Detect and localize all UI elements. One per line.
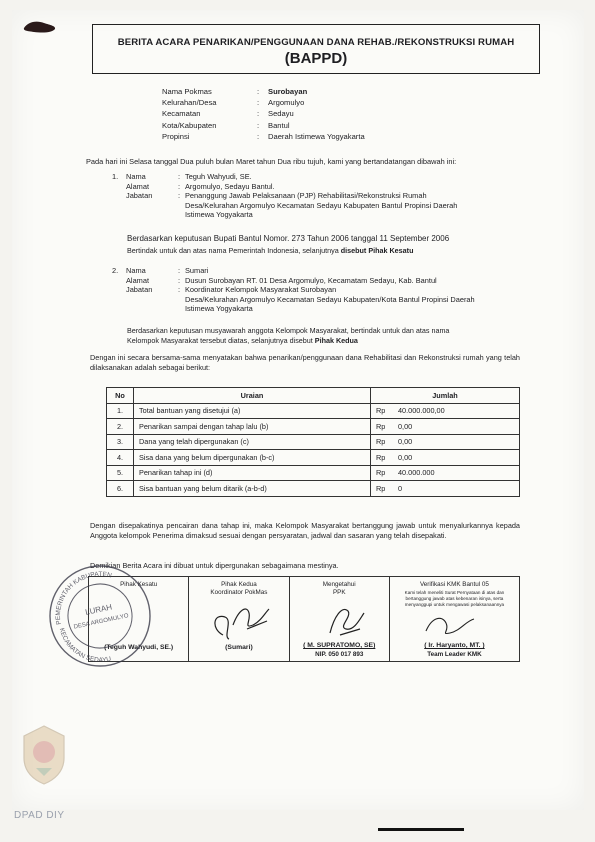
signature-kmk: Verifikasi KMK Bantul 05 Kami telah meneliti Surat Pernyataan di atas dan bertanggung jawab atas kebenaran isinya, serta menyanggupi untuk mengawasi pelaksanaannya ( Ir. Haryanto, MT. ) Team Leader KMK <box>390 577 519 661</box>
title-box <box>92 24 540 74</box>
signer-name: (Sumari) <box>225 644 253 651</box>
table-row: 5. Penarikan tahap ini (d) Rp 40.000.000 <box>107 465 520 481</box>
meta-row: Nama Pokmas : Surobayan <box>162 87 308 96</box>
signer-title: Team Leader KMK <box>427 651 482 658</box>
stamp-middle-2: DESA ARGOMULYO <box>73 613 130 631</box>
party-one: 1. Nama : Teguh Wahyudi, SE. Alamat : Argomulyo, Sedayu Bantul. Jabatan : Penanggung Jawab Pelaksanaan (PJP) Rehabilitasi/Rekonstruksi Rumah Desa/Kelurahan Argomulyo Kecamatan Sedayu Kabupaten Bantul Propinsi Daerah Istimewa Yogyakarta <box>112 172 485 220</box>
funds-table <box>106 387 520 497</box>
closing-paragraph: Dengan disepakatinya pencairan dana tahap ini, maka Kelompok Masyarakat bertanggung jawab untuk menyalurkannya kepada Anggota kelompok Penerima dimaksud sesuai dengan persyaratan, jadwal dan sasaran yang telah disepakati. <box>90 521 520 540</box>
stamp-top-text: PEMERINTAH KABUPATEN <box>54 570 113 626</box>
party-one-address: Argomulyo, Sedayu Bantul. <box>185 181 275 191</box>
party-one-acting: Bertindak untuk dan atas nama Pemerintah Indonesia, selanjutnya disebut Pihak Kesatu <box>127 246 414 255</box>
col-header-uraian: Uraian <box>134 388 371 404</box>
verification-note: Kami telah meneliti Surat Pernyataan di atas dan bertanggung jawab atas kebenaran isinya, serta menyanggupi untuk mengawasi pelaksanaannya <box>404 590 505 607</box>
pokmas-info <box>162 86 365 142</box>
signature-ppk: Mengetahui PPK ( M. SUPRATOMO, SE) NIP. 050 017 893 <box>290 577 390 661</box>
ink-blot <box>22 18 58 36</box>
table-row: 2. Penarikan sampai dengan tahap lalu (b) Rp 0,00 <box>107 419 520 435</box>
table-row: 1. Total bantuan yang disetujui (a) Rp 40.000.000,00 <box>107 403 520 419</box>
table-row: 3. Dana yang telah dipergunakan (c) Rp 0,00 <box>107 434 520 450</box>
table-row: 4. Sisa dana yang belum dipergunakan (b-c) Rp 0,00 <box>107 450 520 466</box>
party-two-name: Sumari <box>185 266 209 275</box>
meta-row: Kelurahan/Desa : Argomulyo <box>162 98 305 108</box>
stamp-middle-1: LURAH <box>84 602 113 617</box>
signature-pihak-kesatu: Pihak Kesatu (Teguh Wahyudi, SE.) <box>89 577 189 661</box>
party-one-position: Penanggung Jawab Pelaksanaan (PJP) Rehabilitasi/Rekonstruksi Rumah <box>185 191 427 200</box>
watermark-text: DPAD DIY <box>14 810 65 821</box>
party-one-basis: Berdasarkan keputusan Bupati Bantul Nomor. 273 Tahun 2006 tanggal 11 September 2006 <box>127 234 450 243</box>
opening-sentence: Pada hari ini Selasa tanggal Dua puluh bulan Maret tahun Dua ribu tujuh, kami yang bertandatangan dibawah ini: <box>86 157 457 166</box>
table-row: 6. Sisa bantuan yang belum ditarik (a-b-d) Rp 0 <box>107 481 520 497</box>
meta-row: Kecamatan : Sedayu <box>162 109 294 119</box>
party-one-name: Teguh Wahyudi, SE. <box>185 172 252 181</box>
meta-row: Kota/Kabupaten : Bantul <box>162 120 290 130</box>
village-stamp <box>44 560 156 672</box>
bottom-bar <box>378 828 464 831</box>
party-two-position: Koordinator Kelompok Masyarakat Surobayan <box>185 285 337 294</box>
party-two-address: Dusun Surobayan RT. 01 Desa Argomulyo, Kecamatam Sedayu, Kab. Bantul <box>185 275 437 285</box>
signature-pihak-kedua: Pihak Kedua Koordinator PokMas (Sumari) <box>189 577 289 661</box>
col-header-jumlah: Jumlah <box>371 388 520 404</box>
intro-paragraph: Dengan ini secara bersama-sama menyatakan bahwa penarikan/penggunaan dana Rehabilitasi dan Rekonstruksi rumah yang telah dilaksanakan adalah sebagai berikut: <box>90 353 520 372</box>
document-title: BERITA ACARA PENARIKAN/PENGGUNAAN DANA REHAB./REKONSTRUKSI RUMAH <box>117 37 515 48</box>
document-subtitle: (BAPPD) <box>284 50 348 67</box>
dpad-logo <box>16 722 72 788</box>
signature-scribble <box>420 611 480 639</box>
signer-nip: NIP. 050 017 893 <box>315 651 364 658</box>
col-header-no: No <box>107 388 134 404</box>
signer-name: (Teguh Wahyudi, SE.) <box>104 644 174 651</box>
signer-name: ( M. SUPRATOMO, SE) <box>303 642 376 649</box>
closing-line: Demikian Berita Acara ini dibuat untuk dipergunakan sebagaimana mestinya. <box>90 561 339 570</box>
meta-row: Propinsi : Daerah Istimewa Yogyakarta <box>162 131 365 141</box>
signature-scribble <box>209 599 273 643</box>
signer-name: ( Ir. Haryanto, MT. ) <box>424 642 485 649</box>
signature-scribble <box>320 599 370 639</box>
party-two-basis: Berdasarkan keputusan musyawarah anggota Kelompok Masyarakat, bertindak untuk dan atas nama Kelompok Masyarakat tersebut diatas, selanjutnya disebut Pihak Kedua <box>127 326 450 345</box>
stamp-bottom-text: KECAMATAN SEDAYU <box>57 627 112 664</box>
party-two: 2. Nama : Sumari Alamat : Dusun Surobayan RT. 01 Desa Argomulyo, Kecamatam Sedayu, Kab. Bantul Jabatan : Koordinator Kelompok Masyarakat Surobayan Desa/Kelurahan Argomulyo Kecamatan Sedayu Kabupaten/Kota Bantul Propinsi Daerah Istimewa Yogyakarta <box>112 266 485 314</box>
